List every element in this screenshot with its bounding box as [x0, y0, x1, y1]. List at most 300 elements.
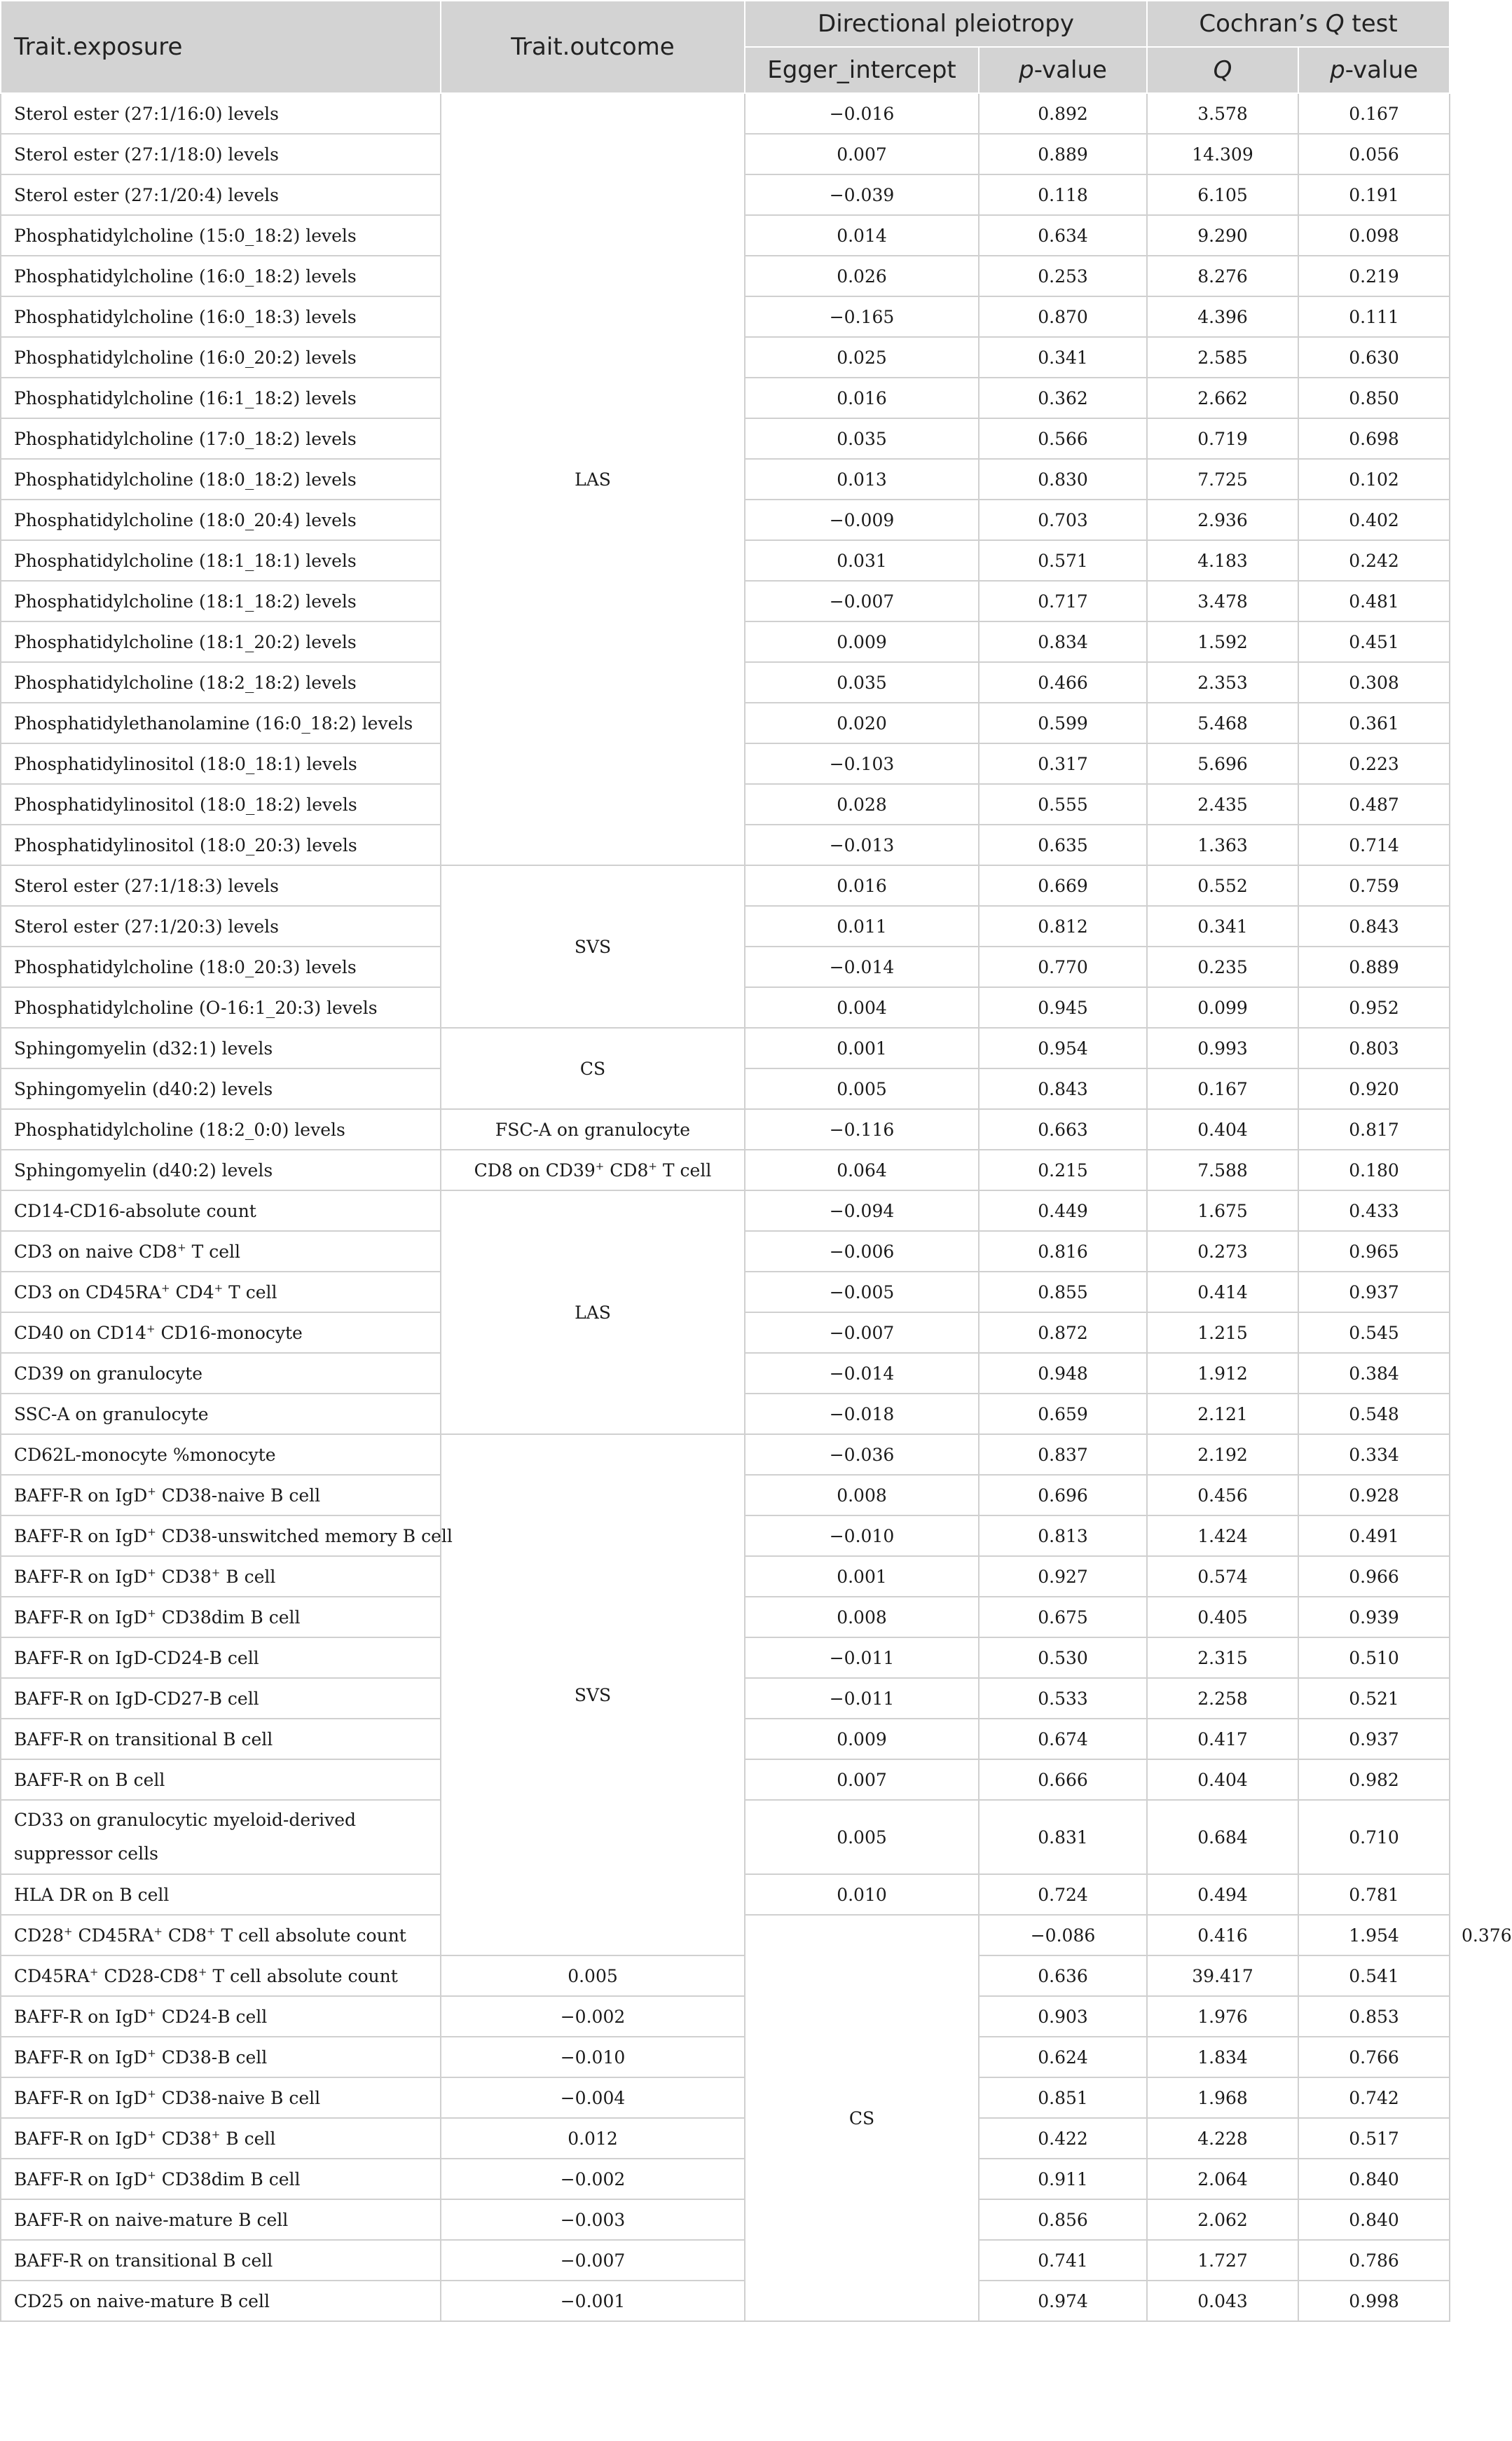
exposure-cell: Phosphatidylcholine (18:1_18:2) levels	[1, 581, 441, 621]
egger-intercept-cell: 0.026	[745, 256, 979, 296]
table-row	[1, 1028, 1450, 1068]
table-row	[1, 1434, 1450, 1475]
pleiotropy-p-value-cell: 0.341	[979, 337, 1147, 378]
egger-intercept-cell: 0.009	[745, 1719, 979, 1759]
exposure-cell: BAFF-R on IgD+ CD38-unswitched memory B cell	[1, 1515, 441, 1556]
cochran-p-value-cell: 0.766	[1298, 2037, 1450, 2077]
cochran-q-cell: 0.404	[1147, 1759, 1298, 1800]
cochran-q-cell: 0.414	[1147, 1272, 1298, 1312]
egger-intercept-cell: −0.005	[745, 1272, 979, 1312]
cochran-p-value-cell: 0.308	[1298, 662, 1450, 703]
exposure-cell: BAFF-R on IgD-CD27-B cell	[1, 1678, 441, 1719]
egger-intercept-cell: 0.031	[745, 540, 979, 581]
exposure-cell: Phosphatidylinositol (18:0_18:1) levels	[1, 743, 441, 784]
egger-intercept-cell: 0.005	[745, 1068, 979, 1109]
table-row	[1, 2281, 1450, 2321]
pleiotropy-p-value-cell: 0.948	[979, 1353, 1147, 1394]
cochran-q-cell: 2.062	[1147, 2199, 1298, 2240]
cochran-q-cell: 2.192	[1147, 1434, 1298, 1475]
pleiotropy-p-value-cell: 0.837	[979, 1434, 1147, 1475]
pleiotropy-p-value-cell: 0.624	[979, 2037, 1147, 2077]
cochran-p-value-cell: 0.219	[1298, 256, 1450, 296]
pleiotropy-p-value-cell: 0.741	[979, 2240, 1147, 2281]
cochran-q-cell: 1.675	[1147, 1190, 1298, 1231]
cochran-p-value-cell: 0.710	[1298, 1800, 1450, 1874]
egger-intercept-cell: 0.012	[441, 2118, 745, 2159]
egger-intercept-cell: 0.010	[745, 1874, 979, 1915]
exposure-cell: BAFF-R on transitional B cell	[1, 2240, 441, 2281]
egger-intercept-cell: −0.007	[745, 581, 979, 621]
exposure-cell: Phosphatidylcholine (18:0_18:2) levels	[1, 459, 441, 500]
pleiotropy-p-value-cell: 0.843	[979, 1068, 1147, 1109]
cochran-q-cell: 0.574	[1147, 1556, 1298, 1597]
cochran-q-cell: 1.592	[1147, 621, 1298, 662]
pleiotropy-p-value-cell: 0.834	[979, 621, 1147, 662]
exposure-cell: CD14-CD16-absolute count	[1, 1190, 441, 1231]
exposure-cell: CD45RA+ CD28-CD8+ T cell absolute count	[1, 1955, 441, 1996]
table-row	[1, 93, 1450, 134]
pleiotropy-p-value-cell: 0.362	[979, 378, 1147, 418]
outcome-cell: FSC-A on granulocyte	[441, 1109, 745, 1150]
egger-intercept-cell: −0.036	[745, 1434, 979, 1475]
exposure-cell: Sterol ester (27:1/18:3) levels	[1, 865, 441, 906]
cochran-p-value-cell: 0.982	[1298, 1759, 1450, 1800]
cochran-q-cell: 7.588	[1147, 1150, 1298, 1190]
egger-intercept-cell: −0.002	[441, 2159, 745, 2199]
cochran-q-cell: 2.435	[1147, 784, 1298, 825]
cochran-q-cell: 0.404	[1147, 1109, 1298, 1150]
pleiotropy-p-value-cell: 0.855	[979, 1272, 1147, 1312]
pleiotropy-p-value-cell: 0.813	[979, 1515, 1147, 1556]
outcome-cell: LAS	[441, 1190, 745, 1434]
table-row	[1, 2037, 1450, 2077]
cochran-p-value-cell: 0.223	[1298, 743, 1450, 784]
exposure-cell: SSC-A on granulocyte	[1, 1394, 441, 1434]
egger-intercept-cell: −0.011	[745, 1637, 979, 1678]
cochran-p-value-cell: 0.180	[1298, 1150, 1450, 1190]
egger-intercept-cell: 0.028	[745, 784, 979, 825]
pleiotropy-p-value-cell: 0.903	[979, 1996, 1147, 2037]
table-row	[1, 2118, 1450, 2159]
cochran-q-cell: 1.834	[1147, 2037, 1298, 2077]
exposure-cell: BAFF-R on IgD+ CD38+ B cell	[1, 1556, 441, 1597]
egger-intercept-cell: −0.009	[745, 500, 979, 540]
egger-intercept-cell: 0.064	[745, 1150, 979, 1190]
cochran-q-cell: 0.552	[1147, 865, 1298, 906]
exposure-cell: BAFF-R on transitional B cell	[1, 1719, 441, 1759]
cochran-q-cell: 4.396	[1147, 296, 1298, 337]
cochran-p-value-cell: 0.491	[1298, 1515, 1450, 1556]
exposure-cell: Phosphatidylinositol (18:0_20:3) levels	[1, 825, 441, 865]
exposure-cell: CD28+ CD45RA+ CD8+ T cell absolute count	[1, 1915, 441, 1955]
exposure-cell: HLA DR on B cell	[1, 1874, 441, 1915]
cochran-p-value-cell: 0.541	[1298, 1955, 1450, 1996]
cochran-p-value-cell: 0.191	[1298, 174, 1450, 215]
pleiotropy-p-value-cell: 0.634	[979, 215, 1147, 256]
exposure-cell: Phosphatidylethanolamine (16:0_18:2) levels	[1, 703, 441, 743]
cochran-p-value-cell: 0.803	[1298, 1028, 1450, 1068]
egger-intercept-cell: −0.002	[441, 1996, 745, 2037]
table-row	[1, 2240, 1450, 2281]
cochran-p-value-cell: 0.521	[1298, 1678, 1450, 1719]
outcome-cell: SVS	[441, 865, 745, 1028]
pleiotropy-p-value-cell: 0.422	[979, 2118, 1147, 2159]
header-p-value-2: p-value	[1298, 47, 1450, 93]
pleiotropy-p-value-cell: 0.892	[979, 93, 1147, 134]
cochran-p-value-cell: 0.742	[1298, 2077, 1450, 2118]
cochran-q-cell: 0.043	[1147, 2281, 1298, 2321]
pleiotropy-p-value-cell: 0.118	[979, 174, 1147, 215]
pleiotropy-p-value-cell: 0.663	[979, 1109, 1147, 1150]
exposure-cell: Phosphatidylcholine (16:0_20:2) levels	[1, 337, 441, 378]
pleiotropy-p-value-cell: 0.416	[1147, 1915, 1298, 1955]
outcome-cell: CD8 on CD39+ CD8+ T cell	[441, 1150, 745, 1190]
cochran-q-cell: 1.215	[1147, 1312, 1298, 1353]
egger-intercept-cell: 0.001	[745, 1028, 979, 1068]
pleiotropy-p-value-cell: 0.872	[979, 1312, 1147, 1353]
egger-intercept-cell: −0.007	[441, 2240, 745, 2281]
exposure-cell: Sterol ester (27:1/20:3) levels	[1, 906, 441, 947]
egger-intercept-cell: −0.007	[745, 1312, 979, 1353]
cochran-q-cell: 0.494	[1147, 1874, 1298, 1915]
exposure-cell: Phosphatidylcholine (18:2_0:0) levels	[1, 1109, 441, 1150]
egger-intercept-cell: −0.011	[745, 1678, 979, 1719]
egger-intercept-cell: 0.011	[745, 906, 979, 947]
exposure-cell: CD25 on naive-mature B cell	[1, 2281, 441, 2321]
cochran-q-cell: 2.315	[1147, 1637, 1298, 1678]
header-exposure: Trait.exposure	[1, 1, 441, 93]
exposure-cell: CD3 on naive CD8+ T cell	[1, 1231, 441, 1272]
table-row	[1, 865, 1450, 906]
cochran-q-cell: 0.235	[1147, 947, 1298, 987]
cochran-p-value-cell: 0.517	[1298, 2118, 1450, 2159]
cochran-p-value-cell: 0.167	[1298, 93, 1450, 134]
table-row: CD28+ CD45RA+ CD8+ T cell absolute count CS −0.086 0.416 1.954 0.376	[1, 1915, 1450, 1955]
cochran-p-value-cell: 0.889	[1298, 947, 1450, 987]
cochran-p-value-cell: 0.451	[1298, 621, 1450, 662]
cochran-p-value-cell: 0.920	[1298, 1068, 1450, 1109]
cochran-q-cell: 4.228	[1147, 2118, 1298, 2159]
egger-intercept-cell: 0.008	[745, 1475, 979, 1515]
header-egger: Egger_intercept	[745, 47, 979, 93]
pleiotropy-p-value-cell: 0.830	[979, 459, 1147, 500]
pleiotropy-p-value-cell: 0.889	[979, 134, 1147, 174]
cochran-q-cell: 4.183	[1147, 540, 1298, 581]
cochran-q-cell: 6.105	[1147, 174, 1298, 215]
egger-intercept-cell: 0.008	[745, 1597, 979, 1637]
exposure-cell: Phosphatidylcholine (16:0_18:2) levels	[1, 256, 441, 296]
exposure-cell: Phosphatidylcholine (O-16:1_20:3) levels	[1, 987, 441, 1028]
egger-intercept-cell: 0.013	[745, 459, 979, 500]
exposure-cell: Phosphatidylcholine (16:1_18:2) levels	[1, 378, 441, 418]
pleiotropy-p-value-cell: 0.851	[979, 2077, 1147, 2118]
pleiotropy-p-value-cell: 0.659	[979, 1394, 1147, 1434]
egger-intercept-cell: −0.004	[441, 2077, 745, 2118]
egger-intercept-cell: −0.003	[441, 2199, 745, 2240]
pleiotropy-p-value-cell: 0.635	[979, 825, 1147, 865]
egger-intercept-cell: 0.005	[745, 1800, 979, 1874]
egger-intercept-cell: −0.039	[745, 174, 979, 215]
cochran-q-cell: 5.696	[1147, 743, 1298, 784]
cochran-p-value-cell: 0.548	[1298, 1394, 1450, 1434]
egger-intercept-cell: −0.013	[745, 825, 979, 865]
exposure-cell: Sterol ester (27:1/18:0) levels	[1, 134, 441, 174]
exposure-cell: Sphingomyelin (d40:2) levels	[1, 1150, 441, 1190]
cochran-q-cell: 2.121	[1147, 1394, 1298, 1434]
pleiotropy-p-value-cell: 0.253	[979, 256, 1147, 296]
pleiotropy-p-value-cell: 0.812	[979, 906, 1147, 947]
outcome-cell: CS	[441, 1028, 745, 1109]
exposure-cell: Sphingomyelin (d40:2) levels	[1, 1068, 441, 1109]
exposure-cell: BAFF-R on IgD+ CD24-B cell	[1, 1996, 441, 2037]
cochran-p-value-cell: 0.928	[1298, 1475, 1450, 1515]
table-row	[1, 2199, 1450, 2240]
cochran-p-value-cell: 0.786	[1298, 2240, 1450, 2281]
cochran-q-cell: 2.662	[1147, 378, 1298, 418]
egger-intercept-cell: −0.006	[745, 1231, 979, 1272]
cochran-q-cell: 1.912	[1147, 1353, 1298, 1394]
cochran-q-cell: 5.468	[1147, 703, 1298, 743]
exposure-cell: CD62L-monocyte %monocyte	[1, 1434, 441, 1475]
cochran-p-value-cell: 0.545	[1298, 1312, 1450, 1353]
exposure-cell: CD3 on CD45RA+ CD4+ T cell	[1, 1272, 441, 1312]
cochran-q-cell: 1.727	[1147, 2240, 1298, 2281]
exposure-cell: Phosphatidylcholine (17:0_18:2) levels	[1, 418, 441, 459]
exposure-cell: BAFF-R on IgD+ CD38-naive B cell	[1, 1475, 441, 1515]
cochran-p-value-cell: 0.817	[1298, 1109, 1450, 1150]
cochran-q-cell: 2.353	[1147, 662, 1298, 703]
cochran-q-cell: 2.064	[1147, 2159, 1298, 2199]
pleiotropy-p-value-cell: 0.856	[979, 2199, 1147, 2240]
egger-intercept-cell: −0.016	[745, 93, 979, 134]
cochran-q-cell: 39.417	[1147, 1955, 1298, 1996]
cochran-p-value-cell: 0.102	[1298, 459, 1450, 500]
cochran-p-value-cell: 0.853	[1298, 1996, 1450, 2037]
cochran-q-cell: 1.968	[1147, 2077, 1298, 2118]
cochran-p-value-cell: 0.714	[1298, 825, 1450, 865]
egger-intercept-cell: −0.094	[745, 1190, 979, 1231]
header-outcome: Trait.outcome	[441, 1, 745, 93]
cochran-q-cell: 2.258	[1147, 1678, 1298, 1719]
egger-intercept-cell: −0.010	[441, 2037, 745, 2077]
pleiotropy-p-value-cell: 0.555	[979, 784, 1147, 825]
cochran-q-cell: 8.276	[1147, 256, 1298, 296]
header-p-value-1: p-value	[979, 47, 1147, 93]
exposure-cell: Phosphatidylcholine (16:0_18:3) levels	[1, 296, 441, 337]
egger-intercept-cell: −0.001	[441, 2281, 745, 2321]
egger-intercept-cell: −0.014	[745, 947, 979, 987]
header-cochran: Cochran’s Q test	[1147, 1, 1450, 47]
egger-intercept-cell: 0.020	[745, 703, 979, 743]
pleiotropy-p-value-cell: 0.449	[979, 1190, 1147, 1231]
cochran-q-cell: 1.424	[1147, 1515, 1298, 1556]
cochran-p-value-cell: 0.056	[1298, 134, 1450, 174]
egger-intercept-cell: 0.004	[745, 987, 979, 1028]
exposure-cell: CD33 on granulocytic myeloid-derived suppressor cells	[1, 1800, 441, 1874]
cochran-p-value-cell: 0.242	[1298, 540, 1450, 581]
table-row	[1, 2159, 1450, 2199]
cochran-q-cell: 1.363	[1147, 825, 1298, 865]
cochran-p-value-cell: 0.781	[1298, 1874, 1450, 1915]
pleiotropy-p-value-cell: 0.317	[979, 743, 1147, 784]
cochran-q-cell: 0.993	[1147, 1028, 1298, 1068]
exposure-cell: Phosphatidylcholine (18:1_18:1) levels	[1, 540, 441, 581]
cochran-p-value-cell: 0.840	[1298, 2199, 1450, 2240]
cochran-p-value-cell: 0.402	[1298, 500, 1450, 540]
exposure-cell: BAFF-R on IgD+ CD38+ B cell	[1, 2118, 441, 2159]
cochran-q-cell: 0.417	[1147, 1719, 1298, 1759]
pleiotropy-p-value-cell: 0.816	[979, 1231, 1147, 1272]
pleiotropy-p-value-cell: 0.530	[979, 1637, 1147, 1678]
pleiotropy-p-value-cell: 0.945	[979, 987, 1147, 1028]
pleiotropy-p-value-cell: 0.954	[979, 1028, 1147, 1068]
cochran-p-value-cell: 0.966	[1298, 1556, 1450, 1597]
exposure-cell: Phosphatidylinositol (18:0_18:2) levels	[1, 784, 441, 825]
egger-intercept-cell: −0.116	[745, 1109, 979, 1150]
cochran-q-cell: 0.456	[1147, 1475, 1298, 1515]
cochran-p-value-cell: 0.384	[1298, 1353, 1450, 1394]
egger-intercept-cell: −0.010	[745, 1515, 979, 1556]
cochran-p-value-cell: 0.937	[1298, 1272, 1450, 1312]
cochran-p-value-cell: 0.487	[1298, 784, 1450, 825]
pleiotropy-p-value-cell: 0.533	[979, 1678, 1147, 1719]
pleiotropy-p-value-cell: 0.675	[979, 1597, 1147, 1637]
egger-intercept-cell: −0.086	[979, 1915, 1147, 1955]
cochran-p-value-cell: 0.998	[1298, 2281, 1450, 2321]
pleiotropy-p-value-cell: 0.566	[979, 418, 1147, 459]
header-pleiotropy: Directional pleiotropy	[745, 1, 1147, 47]
table-row	[1, 1190, 1450, 1231]
exposure-cell: BAFF-R on IgD+ CD38-naive B cell	[1, 2077, 441, 2118]
exposure-cell: CD39 on granulocyte	[1, 1353, 441, 1394]
exposure-cell: Phosphatidylcholine (15:0_18:2) levels	[1, 215, 441, 256]
cochran-q-cell: 2.585	[1147, 337, 1298, 378]
exposure-cell: Phosphatidylcholine (18:0_20:3) levels	[1, 947, 441, 987]
exposure-cell: BAFF-R on IgD+ CD38dim B cell	[1, 2159, 441, 2199]
egger-intercept-cell: 0.035	[745, 418, 979, 459]
cochran-p-value-cell: 0.698	[1298, 418, 1450, 459]
table-body	[1, 93, 1512, 2321]
pleiotropy-p-value-cell: 0.911	[979, 2159, 1147, 2199]
outcome-cell: CS	[745, 1915, 979, 2321]
pleiotropy-p-value-cell: 0.770	[979, 947, 1147, 987]
cochran-p-value-cell: 0.334	[1298, 1434, 1450, 1475]
egger-intercept-cell: 0.035	[745, 662, 979, 703]
exposure-cell: BAFF-R on IgD+ CD38dim B cell	[1, 1597, 441, 1637]
egger-intercept-cell: −0.014	[745, 1353, 979, 1394]
outcome-cell: SVS	[441, 1434, 745, 1955]
cochran-p-value-cell: 0.843	[1298, 906, 1450, 947]
cochran-q-cell: 0.719	[1147, 418, 1298, 459]
pleiotropy-p-value-cell: 0.717	[979, 581, 1147, 621]
cochran-p-value-cell: 0.952	[1298, 987, 1450, 1028]
cochran-q-cell: 7.725	[1147, 459, 1298, 500]
cochran-p-value-cell: 0.433	[1298, 1190, 1450, 1231]
cochran-q-cell: 14.309	[1147, 134, 1298, 174]
pleiotropy-p-value-cell: 0.669	[979, 865, 1147, 906]
pleiotropy-p-value-cell: 0.215	[979, 1150, 1147, 1190]
cochran-p-value-cell: 0.850	[1298, 378, 1450, 418]
exposure-cell: BAFF-R on IgD-CD24-B cell	[1, 1637, 441, 1678]
cochran-p-value-cell: 0.630	[1298, 337, 1450, 378]
cochran-q-cell: 9.290	[1147, 215, 1298, 256]
cochran-p-value-cell: 0.759	[1298, 865, 1450, 906]
pleiotropy-p-value-cell: 0.870	[979, 296, 1147, 337]
egger-intercept-cell: 0.014	[745, 215, 979, 256]
exposure-cell: Sterol ester (27:1/16:0) levels	[1, 93, 441, 134]
cochran-q-cell: 0.684	[1147, 1800, 1298, 1874]
exposure-cell: BAFF-R on naive-mature B cell	[1, 2199, 441, 2240]
pleiotropy-p-value-cell: 0.703	[979, 500, 1147, 540]
cochran-q-cell: 0.167	[1147, 1068, 1298, 1109]
cochran-q-cell: 0.341	[1147, 906, 1298, 947]
egger-intercept-cell: 0.016	[745, 865, 979, 906]
cochran-p-value-cell: 0.840	[1298, 2159, 1450, 2199]
pleiotropy-p-value-cell: 0.571	[979, 540, 1147, 581]
egger-intercept-cell: −0.103	[745, 743, 979, 784]
outcome-cell: LAS	[441, 93, 745, 865]
cochran-p-value-cell: 0.939	[1298, 1597, 1450, 1637]
table-row	[1, 1996, 1450, 2037]
egger-intercept-cell: 0.025	[745, 337, 979, 378]
egger-intercept-cell: 0.007	[745, 134, 979, 174]
egger-intercept-cell: 0.009	[745, 621, 979, 662]
table-row	[1, 1955, 1450, 1996]
cochran-p-value-cell: 0.510	[1298, 1637, 1450, 1678]
pleiotropy-p-value-cell: 0.466	[979, 662, 1147, 703]
cochran-p-value-cell: 0.111	[1298, 296, 1450, 337]
exposure-cell: CD40 on CD14+ CD16-monocyte	[1, 1312, 441, 1353]
pleiotropy-p-value-cell: 0.666	[979, 1759, 1147, 1800]
header-q: Q	[1147, 47, 1298, 93]
pleiotropy-p-value-cell: 0.599	[979, 703, 1147, 743]
exposure-cell: Phosphatidylcholine (18:1_20:2) levels	[1, 621, 441, 662]
cochran-q-cell: 3.478	[1147, 581, 1298, 621]
cochran-p-value-cell: 0.361	[1298, 703, 1450, 743]
pleiotropy-p-value-cell: 0.927	[979, 1556, 1147, 1597]
pleiotropy-p-value-cell: 0.974	[979, 2281, 1147, 2321]
cochran-q-cell: 1.954	[1298, 1915, 1450, 1955]
cochran-q-cell: 0.273	[1147, 1231, 1298, 1272]
egger-intercept-cell: −0.018	[745, 1394, 979, 1434]
exposure-cell: BAFF-R on IgD+ CD38-B cell	[1, 2037, 441, 2077]
cochran-q-cell: 0.099	[1147, 987, 1298, 1028]
pleiotropy-p-value-cell: 0.724	[979, 1874, 1147, 1915]
egger-intercept-cell: 0.005	[441, 1955, 745, 1996]
exposure-cell: Sphingomyelin (d32:1) levels	[1, 1028, 441, 1068]
egger-intercept-cell: 0.007	[745, 1759, 979, 1800]
cochran-p-value-cell: 0.965	[1298, 1231, 1450, 1272]
egger-intercept-cell: 0.001	[745, 1556, 979, 1597]
cochran-q-cell: 1.976	[1147, 1996, 1298, 2037]
table-row	[1, 2077, 1450, 2118]
cochran-q-cell: 2.936	[1147, 500, 1298, 540]
cochran-q-cell: 3.578	[1147, 93, 1298, 134]
cochran-p-value-cell: 0.481	[1298, 581, 1450, 621]
egger-intercept-cell: −0.165	[745, 296, 979, 337]
egger-intercept-cell: 0.016	[745, 378, 979, 418]
cochran-p-value-cell: 0.098	[1298, 215, 1450, 256]
exposure-cell: Phosphatidylcholine (18:2_18:2) levels	[1, 662, 441, 703]
pleiotropy-p-value-cell: 0.831	[979, 1800, 1147, 1874]
header-row-1	[1, 1, 1450, 47]
cochran-q-cell: 0.405	[1147, 1597, 1298, 1637]
table-row	[1, 1109, 1450, 1150]
pleiotropy-p-value-cell: 0.674	[979, 1719, 1147, 1759]
pleiotropy-p-value-cell: 0.696	[979, 1475, 1147, 1515]
exposure-cell: BAFF-R on B cell	[1, 1759, 441, 1800]
pleiotropy-p-value-cell: 0.636	[979, 1955, 1147, 1996]
